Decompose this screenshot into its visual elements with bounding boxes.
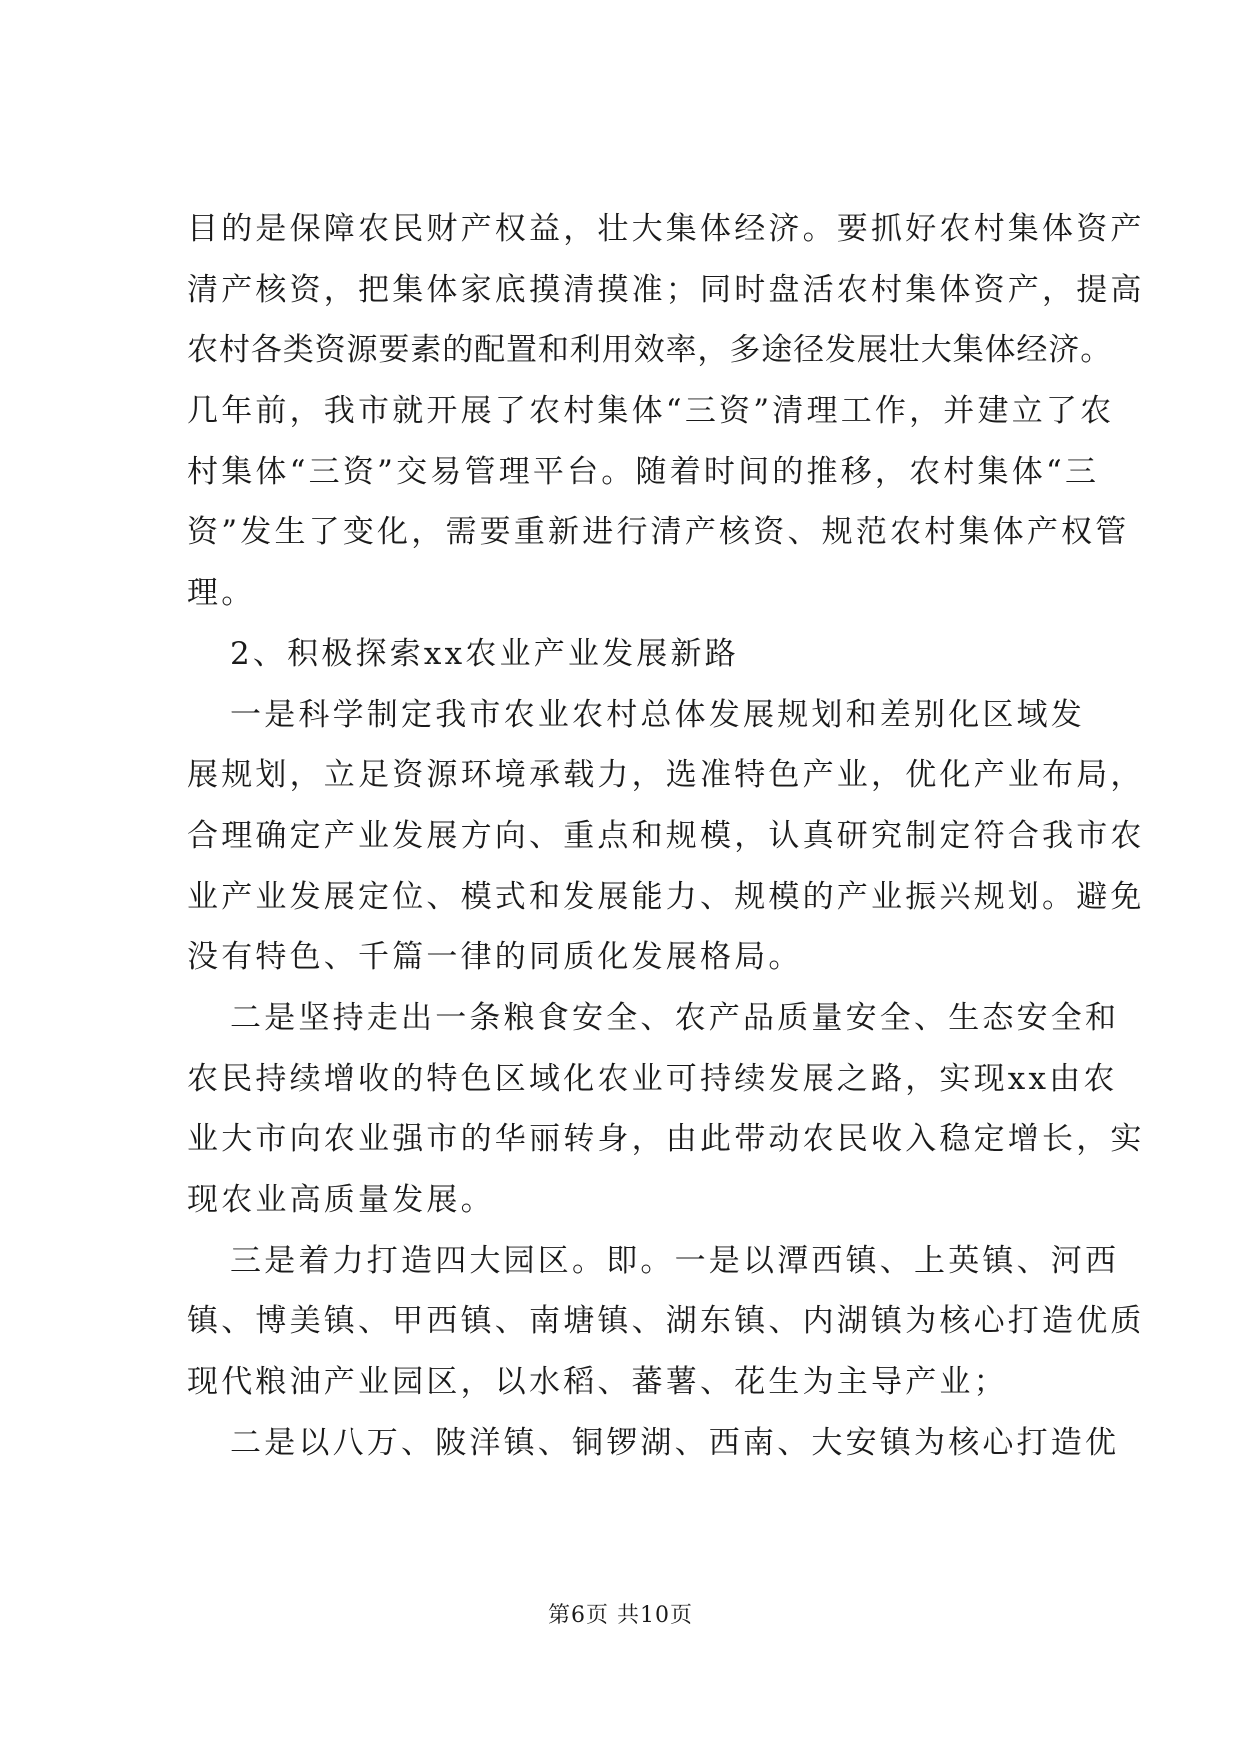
page-number-footer: 第6页 共10页 [548,1603,693,1628]
text-line: 农民持续增收的特色区域化农业可持续发展之路，实现xx由农 [187,1060,1118,1097]
paragraph-start: 二是以八万、陂洋镇、铜锣湖、西南、大安镇为核心打造优 [230,1424,1120,1461]
text-line: 业产业发展定位、模式和发展能力、规模的产业振兴规划。避免 [187,878,1145,915]
text-line: 资”发生了变化，需要重新进行清产核资、规范农村集体产权管 [187,514,1130,551]
text-line: 几年前，我市就开展了农村集体“三资”清理工作，并建立了农 [187,393,1115,430]
text-line: 理。 [187,575,256,612]
text-line: 镇、博美镇、甲西镇、南塘镇、湖东镇、内湖镇为核心打造优质 [187,1303,1145,1340]
text-line: 没有特色、千篇一律的同质化发展格局。 [187,939,803,976]
section-heading: 2、积极探索xx农业产业发展新路 [230,635,739,672]
text-line: 合理确定产业发展方向、重点和规模，认真研究制定符合我市农 [187,817,1145,854]
text-line: 现农业高质量发展。 [187,1182,495,1218]
paragraph-start: 三是着力打造四大园区。即。一是以潭西镇、上英镇、河西 [230,1242,1120,1279]
text-line: 业大市向农业强市的华丽转身，由此带动农民收入稳定增长，实 [187,1121,1145,1158]
paragraph-start: 二是坚持走出一条粮食安全、农产品质量安全、生态安全和 [230,999,1120,1036]
document-body [187,199,1145,1473]
text-line: 农村各类资源要素的配置和利用效率，多途径发展壮大集体经济。 [187,332,1113,369]
text-line: 现代粮油产业园区，以水稻、蕃薯、花生为主导产业； [187,1364,1008,1401]
text-line: 清产核资，把集体家底摸清摸准；同时盘活农村集体资产，提高 [187,271,1145,308]
text-line: 目的是保障农民财产权益，壮大集体经济。要抓好农村集体资产 [187,211,1145,247]
paragraph-start: 一是科学制定我市农业农村总体发展规划和差别化区域发 [230,696,1085,733]
text-line: 村集体“三资”交易管理平台。随着时间的推移，农村集体“三 [187,453,1100,490]
text-line: 展规划，立足资源环境承载力，选准特色产业，优化产业布局， [187,757,1145,794]
